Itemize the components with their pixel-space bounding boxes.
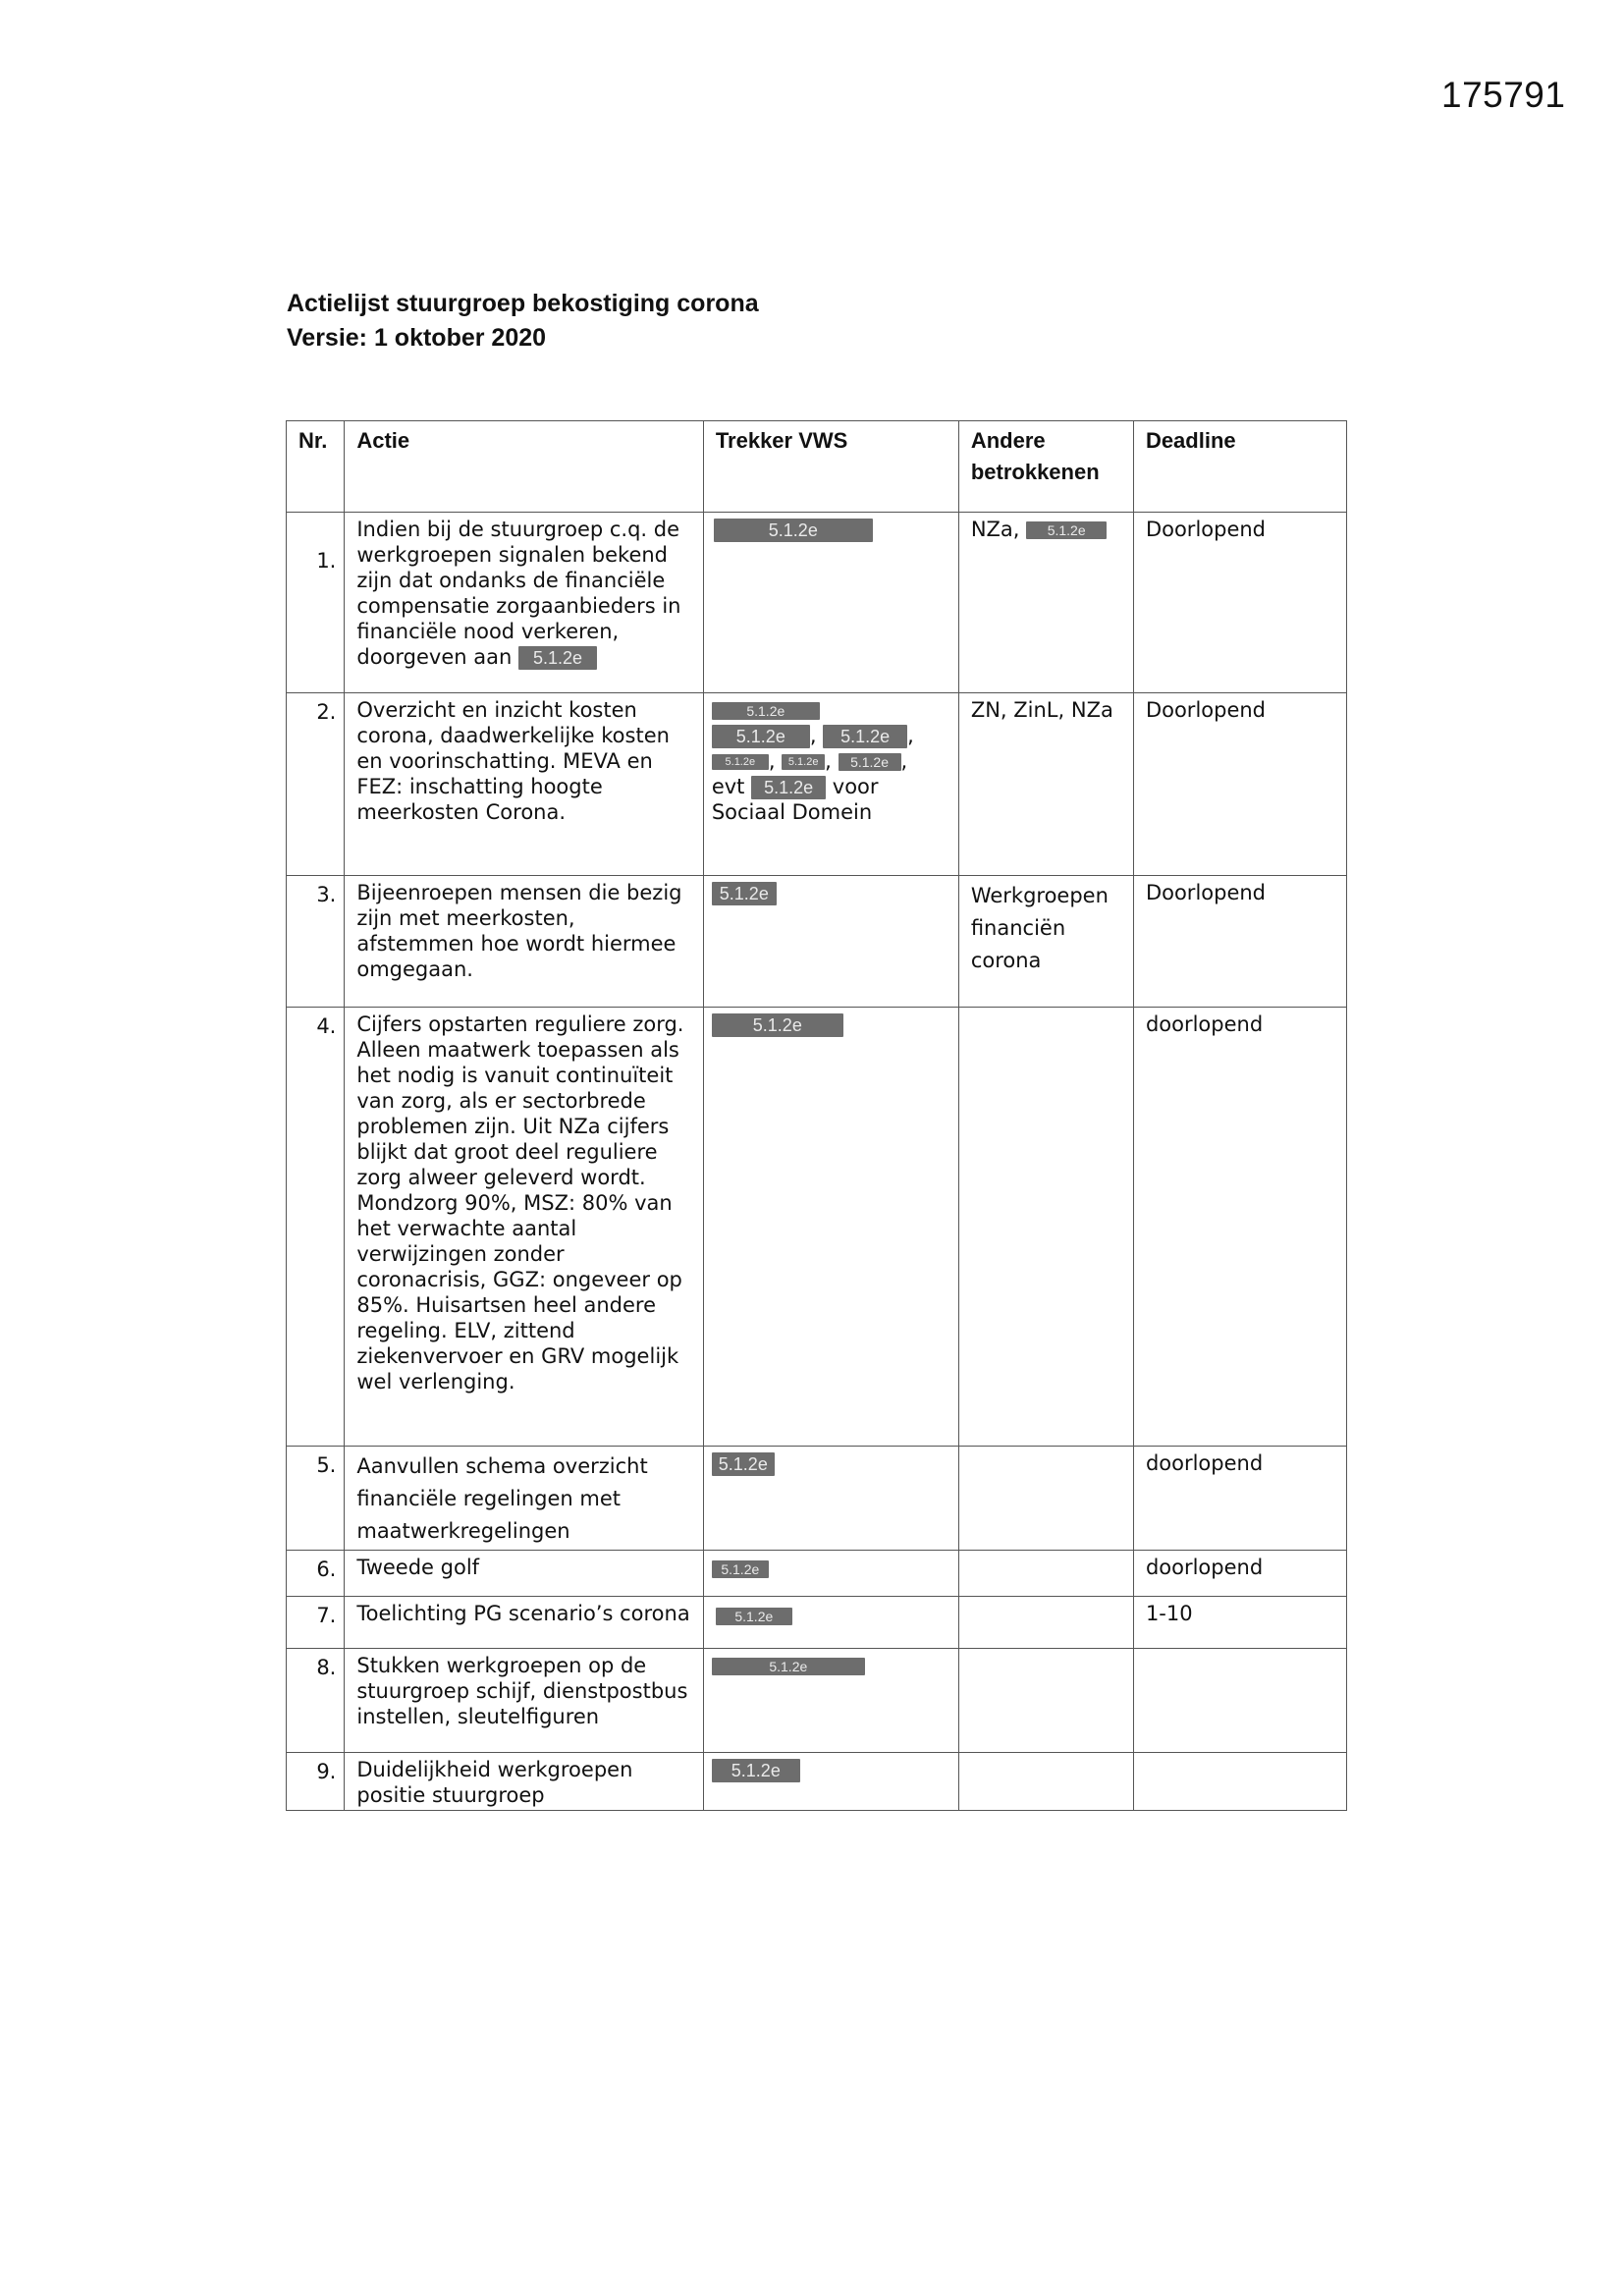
row-nr: 6. bbox=[287, 1551, 345, 1597]
table-row bbox=[287, 513, 1347, 693]
row-nr: 8. bbox=[287, 1649, 345, 1753]
title-block bbox=[287, 287, 759, 355]
row-actie bbox=[345, 513, 703, 693]
header-trekker: Trekker VWS bbox=[703, 421, 958, 513]
redaction-block: 5.1.2e bbox=[712, 1658, 865, 1675]
row-deadline: Doorlopend bbox=[1133, 693, 1346, 876]
table-row bbox=[287, 1649, 1347, 1753]
redaction-block: 5.1.2e bbox=[712, 882, 777, 905]
row-andere bbox=[958, 1447, 1133, 1551]
document-number: 175791 bbox=[1441, 75, 1566, 115]
row-actie-text: Indien bij de stuurgroep c.q. de werkgroepen signalen bekend zijn dat ondanks de financiële compensatie zorgaanbieders in financiële nood verkeren, doorgeven aan bbox=[356, 518, 681, 669]
row-andere bbox=[958, 1649, 1133, 1753]
row-actie: Cijfers opstarten reguliere zorg. Alleen maatwerk toepassen als het nodig is vanuit continuïteit van zorg, als er sectorbrede problemen zijn. Uit NZa cijfers blijkt dat groot deel reguliere zorg alweer geleverd wordt. Mondzorg 90%, MSZ: 80% van het verwachte aantal verwijzingen zonder coronacrisis, GGZ: ongeveer op 85%. Huisartsen heel andere regeling. ELV, zittend ziekenvervoer en GRV mogelijk wel verlenging. bbox=[345, 1008, 703, 1447]
redaction-block: 5.1.2e bbox=[712, 1452, 775, 1476]
redaction-block: 5.1.2e bbox=[751, 776, 826, 799]
row-actie: Bijeenroepen mensen die bezig zijn met meerkosten, afstemmen hoe wordt hiermee omgegaan. bbox=[345, 876, 703, 1008]
row-actie: Aanvullen schema overzicht financiële regelingen met maatwerkregelingen bbox=[345, 1447, 703, 1551]
redaction-block: 5.1.2e bbox=[712, 754, 769, 770]
row-trekker bbox=[703, 513, 958, 693]
table-row bbox=[287, 693, 1347, 876]
table-row bbox=[287, 1551, 1347, 1597]
header-deadline: Deadline bbox=[1133, 421, 1346, 513]
redaction-block: 5.1.2e bbox=[518, 646, 597, 670]
row-trekker bbox=[703, 1649, 958, 1753]
header-andere: Andere betrokkenen bbox=[958, 421, 1133, 513]
redaction-block: 5.1.2e bbox=[714, 519, 873, 542]
row-trekker: 5.1.2e 5.1.2e , 5.1.2e , 5.1.2e , 5.1.2e , 5.1.2e , evt 5.1.2e voor Sociaal Domein bbox=[703, 693, 958, 876]
row-deadline bbox=[1133, 1753, 1346, 1811]
redaction-block: 5.1.2e bbox=[716, 1608, 792, 1625]
row-trekker bbox=[703, 1008, 958, 1447]
row-nr: 9. bbox=[287, 1753, 345, 1811]
row-trekker bbox=[703, 1753, 958, 1811]
row-deadline: Doorlopend bbox=[1133, 513, 1346, 693]
redaction-block: 5.1.2e bbox=[712, 1759, 800, 1782]
redaction-block: 5.1.2e bbox=[839, 753, 901, 771]
trekker-evt-text: evt bbox=[711, 775, 745, 798]
row-andere: ZN, ZinL, NZa bbox=[958, 693, 1133, 876]
row-trekker bbox=[703, 876, 958, 1008]
redaction-block: 5.1.2e bbox=[712, 1013, 843, 1037]
row-andere bbox=[958, 1597, 1133, 1649]
table-row bbox=[287, 1597, 1347, 1649]
row-nr: 4. bbox=[287, 1008, 345, 1447]
row-actie: Toelichting PG scenario’s corona bbox=[345, 1597, 703, 1649]
trekker-suffix-text: Sociaal Domein bbox=[711, 800, 873, 824]
row-deadline: doorlopend bbox=[1133, 1008, 1346, 1447]
redaction-block: 5.1.2e bbox=[712, 702, 820, 720]
redaction-block: 5.1.2e bbox=[782, 754, 825, 770]
document-title: Actielijst stuurgroep bekostiging corona bbox=[287, 290, 759, 317]
row-andere-text: NZa, bbox=[970, 518, 1020, 541]
row-nr: 2. bbox=[287, 693, 345, 876]
action-list-table bbox=[286, 420, 1347, 1811]
row-trekker bbox=[703, 1597, 958, 1649]
row-andere bbox=[958, 1551, 1133, 1597]
redaction-block: 5.1.2e bbox=[1026, 521, 1107, 539]
table-header-row bbox=[287, 421, 1347, 513]
row-deadline: doorlopend bbox=[1133, 1551, 1346, 1597]
header-actie: Actie bbox=[345, 421, 703, 513]
row-deadline: 1-10 bbox=[1133, 1597, 1346, 1649]
table-row bbox=[287, 1008, 1347, 1447]
row-nr: 7. bbox=[287, 1597, 345, 1649]
header-nr: Nr. bbox=[287, 421, 345, 513]
redaction-block: 5.1.2e bbox=[712, 1560, 769, 1578]
row-andere bbox=[958, 513, 1133, 693]
document-version: Versie: 1 oktober 2020 bbox=[287, 324, 547, 352]
row-actie: Tweede golf bbox=[345, 1551, 703, 1597]
row-nr: 5. bbox=[287, 1447, 345, 1551]
row-andere bbox=[958, 1753, 1133, 1811]
row-andere bbox=[958, 1008, 1133, 1447]
row-andere: Werkgroepen financiën corona bbox=[958, 876, 1133, 1008]
row-deadline bbox=[1133, 1649, 1346, 1753]
row-nr: 3. bbox=[287, 876, 345, 1008]
table-row bbox=[287, 876, 1347, 1008]
row-trekker bbox=[703, 1447, 958, 1551]
row-deadline: Doorlopend bbox=[1133, 876, 1346, 1008]
row-actie: Stukken werkgroepen op de stuurgroep schijf, dienstpostbus instellen, sleutelfiguren bbox=[345, 1649, 703, 1753]
table-row bbox=[287, 1753, 1347, 1811]
trekker-voor-text: voor bbox=[832, 775, 879, 798]
table-row bbox=[287, 1447, 1347, 1551]
row-actie: Duidelijkheid werkgroepen positie stuurgroep bbox=[345, 1753, 703, 1811]
redaction-block: 5.1.2e bbox=[823, 725, 907, 748]
redaction-block: 5.1.2e bbox=[712, 725, 810, 748]
row-deadline: doorlopend bbox=[1133, 1447, 1346, 1551]
row-actie: Overzicht en inzicht kosten corona, daadwerkelijke kosten en voorinschatting. MEVA en FEZ: inschatting hoogte meerkosten Corona. bbox=[345, 693, 703, 876]
row-trekker bbox=[703, 1551, 958, 1597]
row-nr: 1. bbox=[287, 513, 345, 693]
